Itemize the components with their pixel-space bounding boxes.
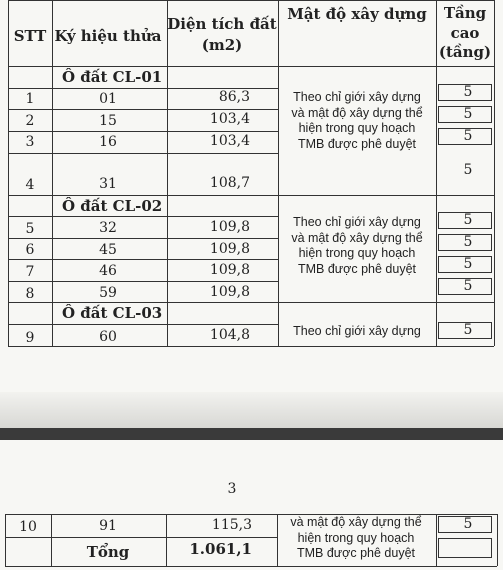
row-9-area: 104,8 — [209, 327, 250, 343]
row-1-area: 86,3 — [218, 89, 250, 105]
floors-box-empty — [438, 538, 492, 558]
table-rule — [8, 0, 494, 1]
row-6-area: 109,8 — [209, 241, 250, 257]
table-rule — [8, 302, 494, 303]
table-rule — [5, 537, 277, 538]
header-stt: STT — [13, 27, 47, 45]
table-rule — [277, 514, 278, 566]
row-1-stt: 1 — [25, 91, 35, 107]
table-rule — [8, 131, 278, 132]
table-rule — [436, 0, 437, 346]
row-3-stt: 3 — [25, 134, 35, 150]
header-floors-line1: Tầng — [443, 4, 487, 22]
table-rule — [8, 281, 278, 282]
row-6-floors: 5 — [463, 234, 473, 250]
table-rule — [8, 0, 9, 346]
table-rule — [166, 514, 167, 566]
group-label: Ô đất CL-03 — [62, 304, 163, 322]
row-7-floors: 5 — [463, 256, 473, 272]
table-rule — [51, 514, 52, 566]
table-rule — [278, 0, 279, 346]
row-5-plot: 32 — [99, 220, 117, 236]
row-3-plot: 16 — [99, 134, 117, 150]
group-label: Ô đất CL-01 — [62, 68, 163, 86]
table-rule — [8, 346, 494, 347]
row-8-stt: 8 — [25, 286, 35, 302]
table-rule — [8, 259, 278, 260]
row-9-plot: 60 — [99, 329, 117, 345]
header-area-line1: Diện tích đất — [167, 15, 277, 33]
row-6-stt: 6 — [25, 242, 35, 258]
row-3-floors: 5 — [463, 128, 473, 144]
table-rule — [8, 109, 278, 110]
table-rule — [5, 566, 497, 567]
row-2-area: 103,4 — [209, 111, 250, 127]
header-floors-line3: (tầng) — [438, 43, 492, 61]
row-5-stt: 5 — [25, 221, 35, 237]
total-label: Tổng — [86, 543, 130, 561]
row-8-plot: 59 — [99, 285, 117, 301]
row-9-floors: 5 — [463, 322, 473, 338]
row-4-floors: 5 — [463, 162, 473, 178]
row-4-stt: 4 — [25, 177, 35, 193]
table-rule — [436, 514, 437, 566]
row-4-area: 108,7 — [209, 175, 250, 191]
row-5-area: 109,8 — [209, 219, 250, 235]
row-9-stt: 9 — [25, 330, 35, 346]
document-page-bottom — [0, 440, 503, 570]
table-rule — [8, 324, 278, 325]
row-8-area: 109,8 — [209, 284, 250, 300]
row-2-plot: 15 — [99, 113, 117, 129]
row-1-plot: 01 — [99, 91, 117, 107]
table-rule — [5, 514, 497, 515]
table-rule — [8, 238, 278, 239]
row-10-area: 115,3 — [211, 517, 252, 533]
table-rule — [167, 0, 168, 346]
header-area-line2: (m2) — [201, 36, 243, 54]
header-plot: Ký hiệu thửa — [54, 27, 162, 45]
density-note-cl03-continued: và mật độ xây dựng thể hiện trong quy hoạch TMB được phê duyệt — [290, 515, 422, 560]
page-number: 3 — [227, 481, 237, 497]
table-rule — [8, 216, 278, 217]
row-10-plot: 91 — [99, 518, 117, 534]
row-10-floors: 5 — [463, 516, 473, 532]
row-7-area: 109,8 — [209, 262, 250, 278]
row-7-stt: 7 — [25, 264, 35, 280]
header-density: Mật độ xây dựng — [287, 5, 427, 23]
table-rule — [5, 514, 6, 566]
table-rule — [494, 0, 495, 346]
group-label: Ô đất CL-02 — [62, 197, 163, 215]
header-floors-line2: cao — [450, 24, 480, 42]
density-note-cl01: Theo chỉ giới xây dựng và mật độ xây dựng thể hiện trong quy hoạch TMB được phê duyệt — [291, 90, 423, 151]
page-gap — [0, 392, 503, 428]
row-1-floors: 5 — [463, 84, 473, 100]
table-rule — [8, 153, 278, 154]
row-10-stt: 10 — [19, 519, 37, 535]
row-2-floors: 5 — [463, 106, 473, 122]
table-rule — [8, 195, 494, 196]
row-5-floors: 5 — [463, 212, 473, 228]
table-rule — [52, 0, 53, 346]
table-rule — [497, 514, 498, 566]
row-2-stt: 2 — [25, 113, 35, 129]
density-note-cl03: Theo chỉ giới xây dựng — [293, 324, 421, 338]
density-note-cl02: Theo chỉ giới xây dựng và mật độ xây dựng thể hiện trong quy hoạch TMB được phê duyệt — [291, 215, 423, 276]
row-6-plot: 45 — [99, 242, 117, 258]
row-8-floors: 5 — [463, 278, 473, 294]
total-value: 1.061,1 — [189, 540, 252, 558]
table-rule — [8, 66, 494, 67]
row-4-plot: 31 — [99, 176, 117, 192]
row-3-area: 103,4 — [209, 133, 250, 149]
row-7-plot: 46 — [99, 263, 117, 279]
page-separator-bar — [0, 428, 503, 440]
